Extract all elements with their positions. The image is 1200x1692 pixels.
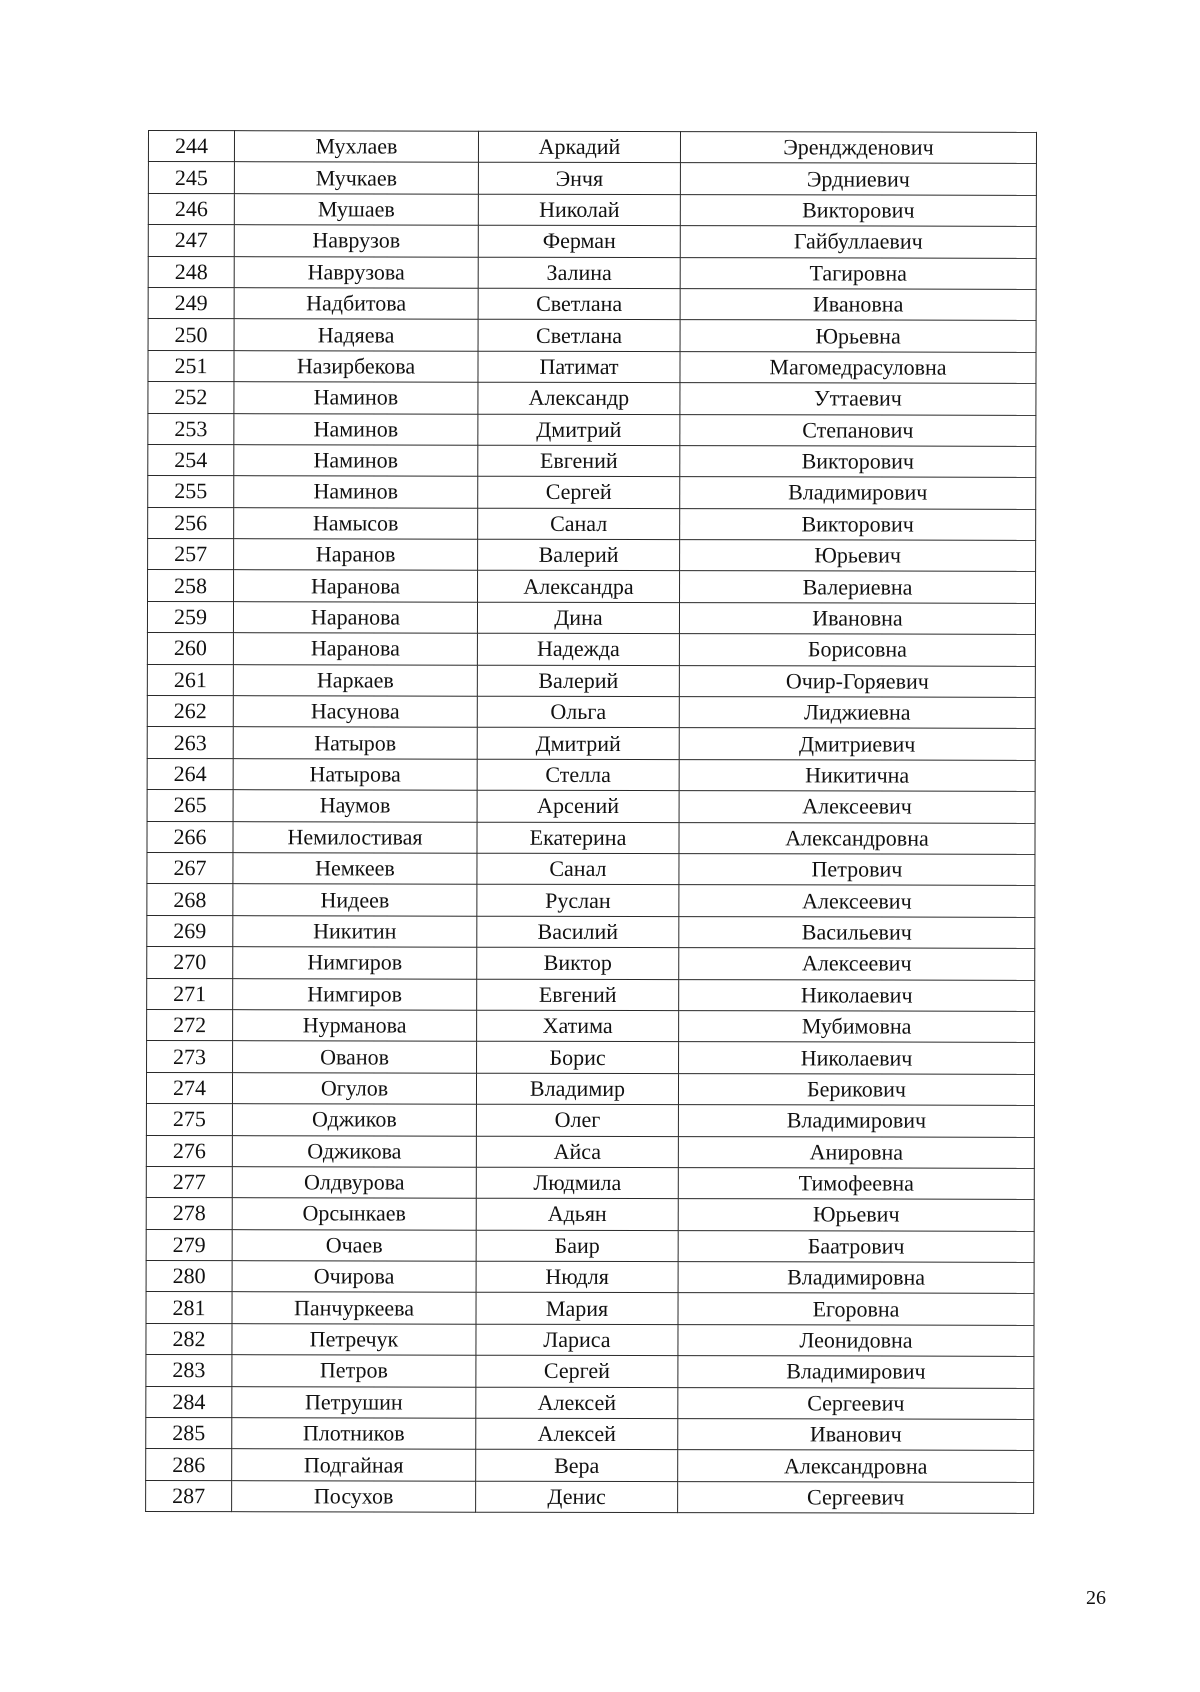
patronymic-cell: Егоровна bbox=[678, 1293, 1034, 1325]
row-number-cell: 278 bbox=[146, 1198, 232, 1230]
first-name-cell: Светлана bbox=[478, 288, 680, 320]
row-number-cell: 274 bbox=[146, 1072, 232, 1104]
patronymic-cell: Юрьевич bbox=[680, 540, 1036, 572]
first-name-cell: Хатима bbox=[477, 1010, 679, 1042]
row-number-cell: 273 bbox=[147, 1041, 233, 1073]
last-name-cell: Огулов bbox=[232, 1072, 476, 1104]
table-row bbox=[146, 1072, 1034, 1105]
first-name-cell: Александр bbox=[478, 382, 680, 414]
table-row bbox=[146, 1198, 1034, 1231]
row-number-cell: 250 bbox=[148, 319, 234, 351]
last-name-cell: Оджиков bbox=[232, 1104, 476, 1136]
row-number-cell: 258 bbox=[148, 570, 234, 602]
row-number-cell: 249 bbox=[148, 287, 234, 319]
patronymic-cell: Дмитриевич bbox=[679, 728, 1035, 760]
table-row bbox=[147, 601, 1035, 634]
first-name-cell: Залина bbox=[478, 257, 680, 289]
row-number-cell: 275 bbox=[146, 1104, 232, 1136]
patronymic-cell: Эрдниевич bbox=[680, 163, 1036, 195]
first-name-cell: Санал bbox=[477, 853, 679, 885]
table-row bbox=[148, 256, 1036, 289]
table-row bbox=[148, 382, 1036, 415]
patronymic-cell: Тагировна bbox=[680, 257, 1036, 289]
row-number-cell: 260 bbox=[147, 633, 233, 665]
row-number-cell: 268 bbox=[147, 884, 233, 916]
last-name-cell: Подгайная bbox=[232, 1449, 476, 1481]
first-name-cell: Алексей bbox=[476, 1387, 678, 1419]
table-row bbox=[147, 978, 1035, 1011]
first-name-cell: Стелла bbox=[477, 759, 679, 791]
table-row bbox=[147, 852, 1035, 885]
table-row bbox=[147, 727, 1035, 760]
last-name-cell: Надяева bbox=[234, 319, 478, 351]
first-name-cell: Евгений bbox=[477, 979, 679, 1011]
table-row bbox=[148, 162, 1036, 195]
last-name-cell: Наминов bbox=[234, 476, 478, 508]
row-number-cell: 271 bbox=[147, 978, 233, 1010]
last-name-cell: Мухлаев bbox=[234, 131, 478, 163]
row-number-cell: 282 bbox=[146, 1323, 232, 1355]
last-name-cell: Орсынкаев bbox=[232, 1198, 476, 1230]
patronymic-cell: Владимирович bbox=[678, 1105, 1034, 1137]
last-name-cell: Нурманова bbox=[233, 1010, 477, 1042]
row-number-cell: 269 bbox=[147, 915, 233, 947]
last-name-cell: Немкеев bbox=[233, 853, 477, 885]
first-name-cell: Сергей bbox=[478, 476, 680, 508]
table-row bbox=[146, 1135, 1034, 1168]
table-row bbox=[148, 225, 1036, 258]
table-row bbox=[146, 1229, 1034, 1262]
row-number-cell: 272 bbox=[147, 1009, 233, 1041]
first-name-cell: Патимат bbox=[478, 351, 680, 383]
table-row bbox=[146, 1355, 1034, 1388]
first-name-cell: Алексей bbox=[476, 1418, 678, 1450]
patronymic-cell: Владимирович bbox=[678, 1356, 1034, 1388]
first-name-cell: Евгений bbox=[478, 445, 680, 477]
row-number-cell: 251 bbox=[148, 350, 234, 382]
patronymic-cell: Иванович bbox=[678, 1419, 1034, 1451]
row-number-cell: 261 bbox=[147, 664, 233, 696]
row-number-cell: 283 bbox=[146, 1355, 232, 1387]
last-name-cell: Нимгиров bbox=[233, 978, 477, 1010]
row-number-cell: 254 bbox=[148, 444, 234, 476]
first-name-cell: Сергей bbox=[476, 1355, 678, 1387]
patronymic-cell: Александровна bbox=[678, 1450, 1034, 1482]
first-name-cell: Денис bbox=[476, 1481, 678, 1513]
first-name-cell: Дмитрий bbox=[478, 414, 680, 446]
row-number-cell: 264 bbox=[147, 758, 233, 790]
row-number-cell: 277 bbox=[146, 1166, 232, 1198]
table-row bbox=[146, 1480, 1034, 1513]
patronymic-cell: Гайбуллаевич bbox=[680, 226, 1036, 258]
table-row bbox=[146, 1104, 1034, 1137]
last-name-cell: Петрушин bbox=[232, 1386, 476, 1418]
row-number-cell: 257 bbox=[148, 539, 234, 571]
row-number-cell: 270 bbox=[147, 947, 233, 979]
row-number-cell: 244 bbox=[148, 131, 234, 163]
table-row bbox=[148, 444, 1036, 477]
table-row bbox=[147, 1041, 1035, 1074]
patronymic-cell: Викторович bbox=[680, 508, 1036, 540]
table-row bbox=[147, 664, 1035, 697]
first-name-cell: Николай bbox=[478, 194, 680, 226]
first-name-cell: Надежда bbox=[477, 633, 679, 665]
last-name-cell: Наврузова bbox=[234, 256, 478, 288]
patronymic-cell: Николаевич bbox=[679, 979, 1035, 1011]
last-name-cell: Наумов bbox=[233, 790, 477, 822]
patronymic-cell: Алексеевич bbox=[679, 885, 1035, 917]
patronymic-cell: Юрьевич bbox=[678, 1199, 1034, 1231]
row-number-cell: 267 bbox=[147, 852, 233, 884]
last-name-cell: Натырова bbox=[233, 758, 477, 790]
first-name-cell: Лариса bbox=[476, 1324, 678, 1356]
page-number: 26 bbox=[1086, 1587, 1106, 1609]
row-number-cell: 280 bbox=[146, 1261, 232, 1293]
last-name-cell: Наминов bbox=[234, 445, 478, 477]
last-name-cell: Очаев bbox=[232, 1229, 476, 1261]
patronymic-cell: Магомедрасуловна bbox=[680, 351, 1036, 383]
first-name-cell: Дмитрий bbox=[477, 728, 679, 760]
patronymic-cell: Алексеевич bbox=[679, 791, 1035, 823]
first-name-cell: Аркадий bbox=[478, 131, 680, 163]
table-row bbox=[146, 1166, 1034, 1199]
row-number-cell: 281 bbox=[146, 1292, 232, 1324]
patronymic-cell: Очир-Горяевич bbox=[679, 665, 1035, 697]
last-name-cell: Надбитова bbox=[234, 288, 478, 320]
last-name-cell: Никитин bbox=[233, 915, 477, 947]
table-row bbox=[147, 821, 1035, 854]
last-name-cell: Наранова bbox=[234, 570, 478, 602]
first-name-cell: Дина bbox=[477, 602, 679, 634]
table-row bbox=[146, 1292, 1034, 1325]
patronymic-cell: Валериевна bbox=[680, 571, 1036, 603]
first-name-cell: Ферман bbox=[478, 225, 680, 257]
table-row bbox=[148, 507, 1036, 540]
names-table bbox=[145, 130, 1037, 1514]
table-row bbox=[147, 790, 1035, 823]
table-row bbox=[148, 131, 1036, 164]
first-name-cell: Светлана bbox=[478, 320, 680, 352]
table-row bbox=[147, 915, 1035, 948]
row-number-cell: 247 bbox=[148, 225, 234, 257]
table-row bbox=[148, 476, 1036, 509]
row-number-cell: 276 bbox=[146, 1135, 232, 1167]
patronymic-cell: Ивановна bbox=[679, 602, 1035, 634]
first-name-cell: Нюдля bbox=[476, 1261, 678, 1293]
last-name-cell: Натыров bbox=[233, 727, 477, 759]
patronymic-cell: Сергеевич bbox=[678, 1387, 1034, 1419]
first-name-cell: Валерий bbox=[478, 539, 680, 571]
row-number-cell: 265 bbox=[147, 790, 233, 822]
names-table-body bbox=[146, 131, 1037, 1514]
table-row bbox=[146, 1323, 1034, 1356]
row-number-cell: 287 bbox=[146, 1480, 232, 1512]
patronymic-cell: Уттаевич bbox=[680, 383, 1036, 415]
last-name-cell: Панчуркеева bbox=[232, 1292, 476, 1324]
first-name-cell: Виктор bbox=[477, 947, 679, 979]
first-name-cell: Людмила bbox=[476, 1167, 678, 1199]
last-name-cell: Мучкаев bbox=[234, 162, 478, 194]
table-row bbox=[146, 1418, 1034, 1451]
last-name-cell: Насунова bbox=[233, 696, 477, 728]
patronymic-cell: Владимирович bbox=[680, 477, 1036, 509]
last-name-cell: Наркаев bbox=[233, 664, 477, 696]
patronymic-cell: Викторович bbox=[680, 446, 1036, 478]
row-number-cell: 248 bbox=[148, 256, 234, 288]
table-row bbox=[147, 758, 1035, 791]
table-row bbox=[148, 570, 1036, 603]
table-row bbox=[147, 633, 1035, 666]
table-row bbox=[148, 350, 1036, 383]
last-name-cell: Петров bbox=[232, 1355, 476, 1387]
first-name-cell: Айса bbox=[476, 1136, 678, 1168]
first-name-cell: Баир bbox=[476, 1230, 678, 1262]
first-name-cell: Арсений bbox=[477, 790, 679, 822]
last-name-cell: Оджикова bbox=[232, 1135, 476, 1167]
row-number-cell: 256 bbox=[148, 507, 234, 539]
last-name-cell: Намысов bbox=[234, 507, 478, 539]
patronymic-cell: Мубимовна bbox=[679, 1011, 1035, 1043]
row-number-cell: 255 bbox=[148, 476, 234, 508]
row-number-cell: 246 bbox=[148, 193, 234, 225]
table-row bbox=[148, 413, 1036, 446]
last-name-cell: Олдвурова bbox=[232, 1167, 476, 1199]
last-name-cell: Мушаев bbox=[234, 193, 478, 225]
last-name-cell: Петречук bbox=[232, 1324, 476, 1356]
first-name-cell: Владимир bbox=[476, 1073, 678, 1105]
last-name-cell: Плотников bbox=[232, 1418, 476, 1450]
last-name-cell: Наминов bbox=[234, 382, 478, 414]
patronymic-cell: Ивановна bbox=[680, 289, 1036, 321]
table-row bbox=[146, 1261, 1034, 1294]
table-row bbox=[148, 287, 1036, 320]
row-number-cell: 263 bbox=[147, 727, 233, 759]
patronymic-cell: Анировна bbox=[678, 1136, 1034, 1168]
patronymic-cell: Владимировна bbox=[678, 1262, 1034, 1294]
first-name-cell: Борис bbox=[477, 1042, 679, 1074]
row-number-cell: 245 bbox=[148, 162, 234, 194]
first-name-cell: Василий bbox=[477, 916, 679, 948]
patronymic-cell: Александровна bbox=[679, 822, 1035, 854]
table-row bbox=[148, 319, 1036, 352]
first-name-cell: Руслан bbox=[477, 885, 679, 917]
row-number-cell: 252 bbox=[148, 382, 234, 414]
patronymic-cell: Берикович bbox=[678, 1073, 1034, 1105]
patronymic-cell: Сергеевич bbox=[678, 1481, 1034, 1513]
table-row bbox=[148, 539, 1036, 572]
patronymic-cell: Тимофеевна bbox=[678, 1168, 1034, 1200]
first-name-cell: Мария bbox=[476, 1293, 678, 1325]
table-row bbox=[147, 696, 1035, 729]
last-name-cell: Нимгиров bbox=[233, 947, 477, 979]
row-number-cell: 253 bbox=[148, 413, 234, 445]
patronymic-cell: Леонидовна bbox=[678, 1324, 1034, 1356]
first-name-cell: Адьян bbox=[476, 1198, 678, 1230]
table-row bbox=[147, 947, 1035, 980]
last-name-cell: Ованов bbox=[233, 1041, 477, 1073]
first-name-cell: Александра bbox=[478, 571, 680, 603]
row-number-cell: 285 bbox=[146, 1418, 232, 1450]
patronymic-cell: Викторович bbox=[680, 194, 1036, 226]
patronymic-cell: Баатрович bbox=[678, 1230, 1034, 1262]
patronymic-cell: Эренджденович bbox=[680, 132, 1036, 164]
last-name-cell: Наранова bbox=[233, 633, 477, 665]
first-name-cell: Екатерина bbox=[477, 822, 679, 854]
row-number-cell: 284 bbox=[146, 1386, 232, 1418]
table-row bbox=[148, 193, 1036, 226]
row-number-cell: 262 bbox=[147, 696, 233, 728]
last-name-cell: Наранов bbox=[234, 539, 478, 571]
last-name-cell: Посухов bbox=[232, 1480, 476, 1512]
row-number-cell: 259 bbox=[147, 601, 233, 633]
patronymic-cell: Васильевич bbox=[679, 916, 1035, 948]
first-name-cell: Валерий bbox=[477, 665, 679, 697]
row-number-cell: 266 bbox=[147, 821, 233, 853]
first-name-cell: Олег bbox=[476, 1104, 678, 1136]
last-name-cell: Наранова bbox=[233, 602, 477, 634]
row-number-cell: 286 bbox=[146, 1449, 232, 1481]
patronymic-cell: Никитична bbox=[679, 759, 1035, 791]
table-row bbox=[146, 1386, 1034, 1419]
row-number-cell: 279 bbox=[146, 1229, 232, 1261]
last-name-cell: Наврузов bbox=[234, 225, 478, 257]
patronymic-cell: Юрьевна bbox=[680, 320, 1036, 352]
table-row bbox=[147, 1009, 1035, 1042]
last-name-cell: Очирова bbox=[232, 1261, 476, 1293]
table-row bbox=[146, 1449, 1034, 1482]
last-name-cell: Немилостивая bbox=[233, 821, 477, 853]
first-name-cell: Санал bbox=[478, 508, 680, 540]
last-name-cell: Наминов bbox=[234, 413, 478, 445]
first-name-cell: Вера bbox=[476, 1450, 678, 1482]
table-row bbox=[147, 884, 1035, 917]
patronymic-cell: Борисовна bbox=[679, 634, 1035, 666]
patronymic-cell: Лиджиевна bbox=[679, 697, 1035, 729]
patronymic-cell: Алексеевич bbox=[679, 948, 1035, 980]
patronymic-cell: Петрович bbox=[679, 854, 1035, 886]
patronymic-cell: Степанович bbox=[680, 414, 1036, 446]
first-name-cell: Ольга bbox=[477, 696, 679, 728]
patronymic-cell: Николаевич bbox=[679, 1042, 1035, 1074]
first-name-cell: Энчя bbox=[478, 163, 680, 195]
last-name-cell: Нидеев bbox=[233, 884, 477, 916]
last-name-cell: Назирбекова bbox=[234, 350, 478, 382]
